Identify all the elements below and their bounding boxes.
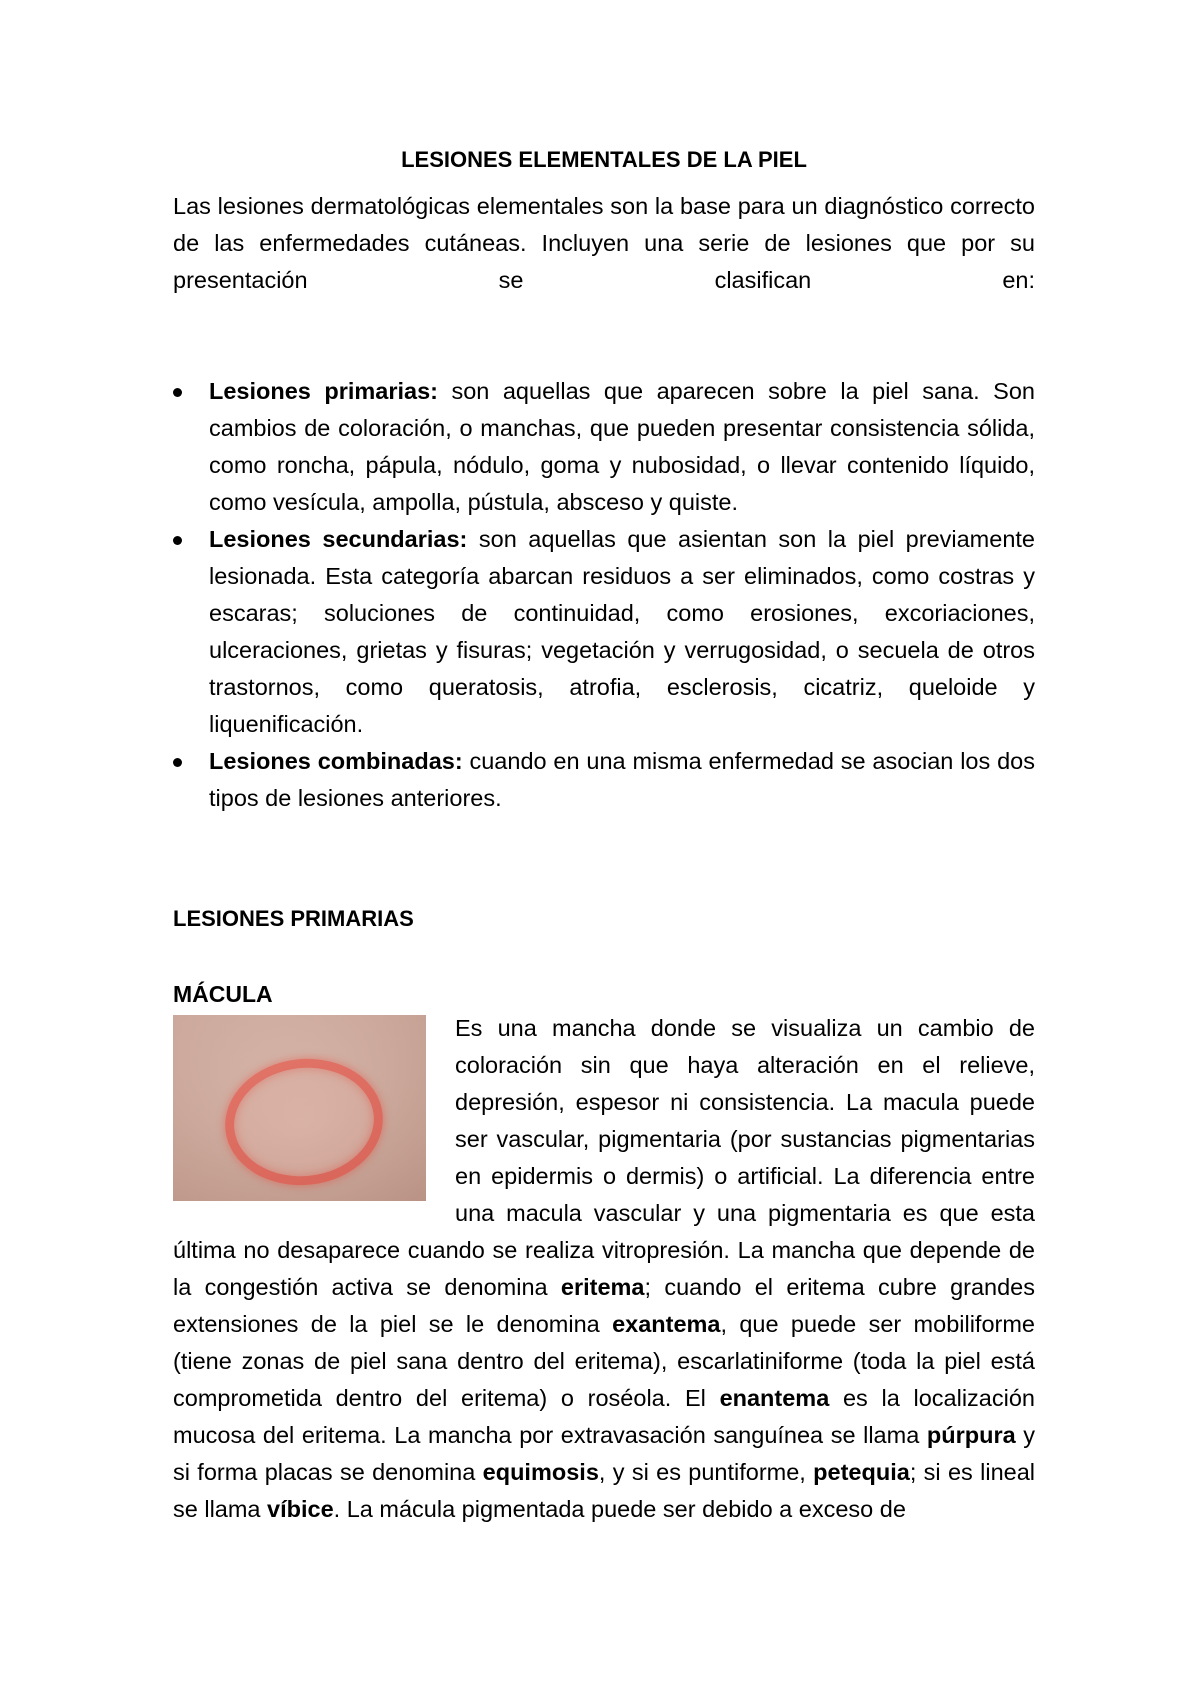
term-enantema: enantema <box>719 1385 830 1411</box>
term-vibice: víbice <box>267 1496 334 1522</box>
list-item-text: cuando en una misma enfermedad se asocian los dos tipos de lesiones anteriores. <box>209 748 1035 811</box>
term-exantema: exantema <box>612 1311 721 1337</box>
subsection-heading: MÁCULA <box>173 981 273 1007</box>
term-purpura: púrpura <box>926 1422 1016 1448</box>
list-item <box>173 743 1035 817</box>
bullet-icon <box>173 536 182 545</box>
list-item-term: Lesiones primarias: <box>209 378 438 404</box>
term-equimosis: equimosis <box>482 1459 599 1485</box>
list-item-term: Lesiones secundarias: <box>209 526 468 552</box>
term-eritema: eritema <box>560 1274 645 1300</box>
bullet-icon <box>173 388 182 397</box>
macula-photo <box>173 1015 426 1201</box>
macula-paragraph: Es una mancha donde se visualiza un cambio de coloración sin que haya alteración en el relieve, depresión, espesor ni consistencia. La macula puede ser vascular, pigmentaria (por sustancias pigmentarias en epidermis o dermis) o artificial. La diferencia entre una macula vascular y una pigmentaria es que esta última no desaparece cuando se realiza vitropresión. La mancha que depende de la congestión activa se denomina eritema; cuando el eritema cubre grandes extensiones de la piel se le denomina exantema, que puede ser mobiliforme (tiene zonas de piel sana dentro del eritema), escarlatiniforme (toda la piel está comprometida dentro del eritema) o roséola. El enantema es la localización mucosa del eritema. La mancha por extravasación sanguínea se llama púrpura y si forma placas se denomina equimosis, y si es puntiforme, petequia; si es lineal se llama víbice. La mácula pigmentada puede ser debido a exceso de <box>173 1015 1035 1522</box>
list-item-term: Lesiones combinadas: <box>209 748 463 774</box>
list-item <box>173 521 1035 743</box>
document-page <box>173 146 1035 1528</box>
term-petequia: petequia <box>813 1459 910 1485</box>
intro-paragraph: Las lesiones dermatológicas elementales son la base para un diagnóstico correcto de las enfermedades cutáneas. Incluyen una serie de lesiones que por su presentación se clasifican en: <box>173 193 1035 293</box>
list-item-text: son aquellas que asientan son la piel previamente lesionada. Esta categoría abarcan residuos a ser eliminados, como costras y escaras; soluciones de continuidad, como erosiones, excoriaciones, ulceraciones, grietas y fisuras; vegetación y verrugosidad, o secuela de otros trastornos, como queratosis, atrofia, esclerosis, cicatriz, queloide y liquenificación. <box>209 526 1035 737</box>
section-heading: LESIONES PRIMARIAS <box>173 906 414 931</box>
lesion-types-list <box>173 373 1035 817</box>
list-item <box>173 373 1035 521</box>
list-item-text: son aquellas que aparecen sobre la piel sana. Son cambios de coloración, o manchas, que pueden presentar consistencia sólida, como roncha, pápula, nódulo, goma y nubosidad, o llevar contenido líquido, como vesícula, ampolla, pústula, absceso y quiste. <box>209 378 1035 515</box>
bullet-icon <box>173 758 182 767</box>
document-title: LESIONES ELEMENTALES DE LA PIEL <box>401 147 807 172</box>
